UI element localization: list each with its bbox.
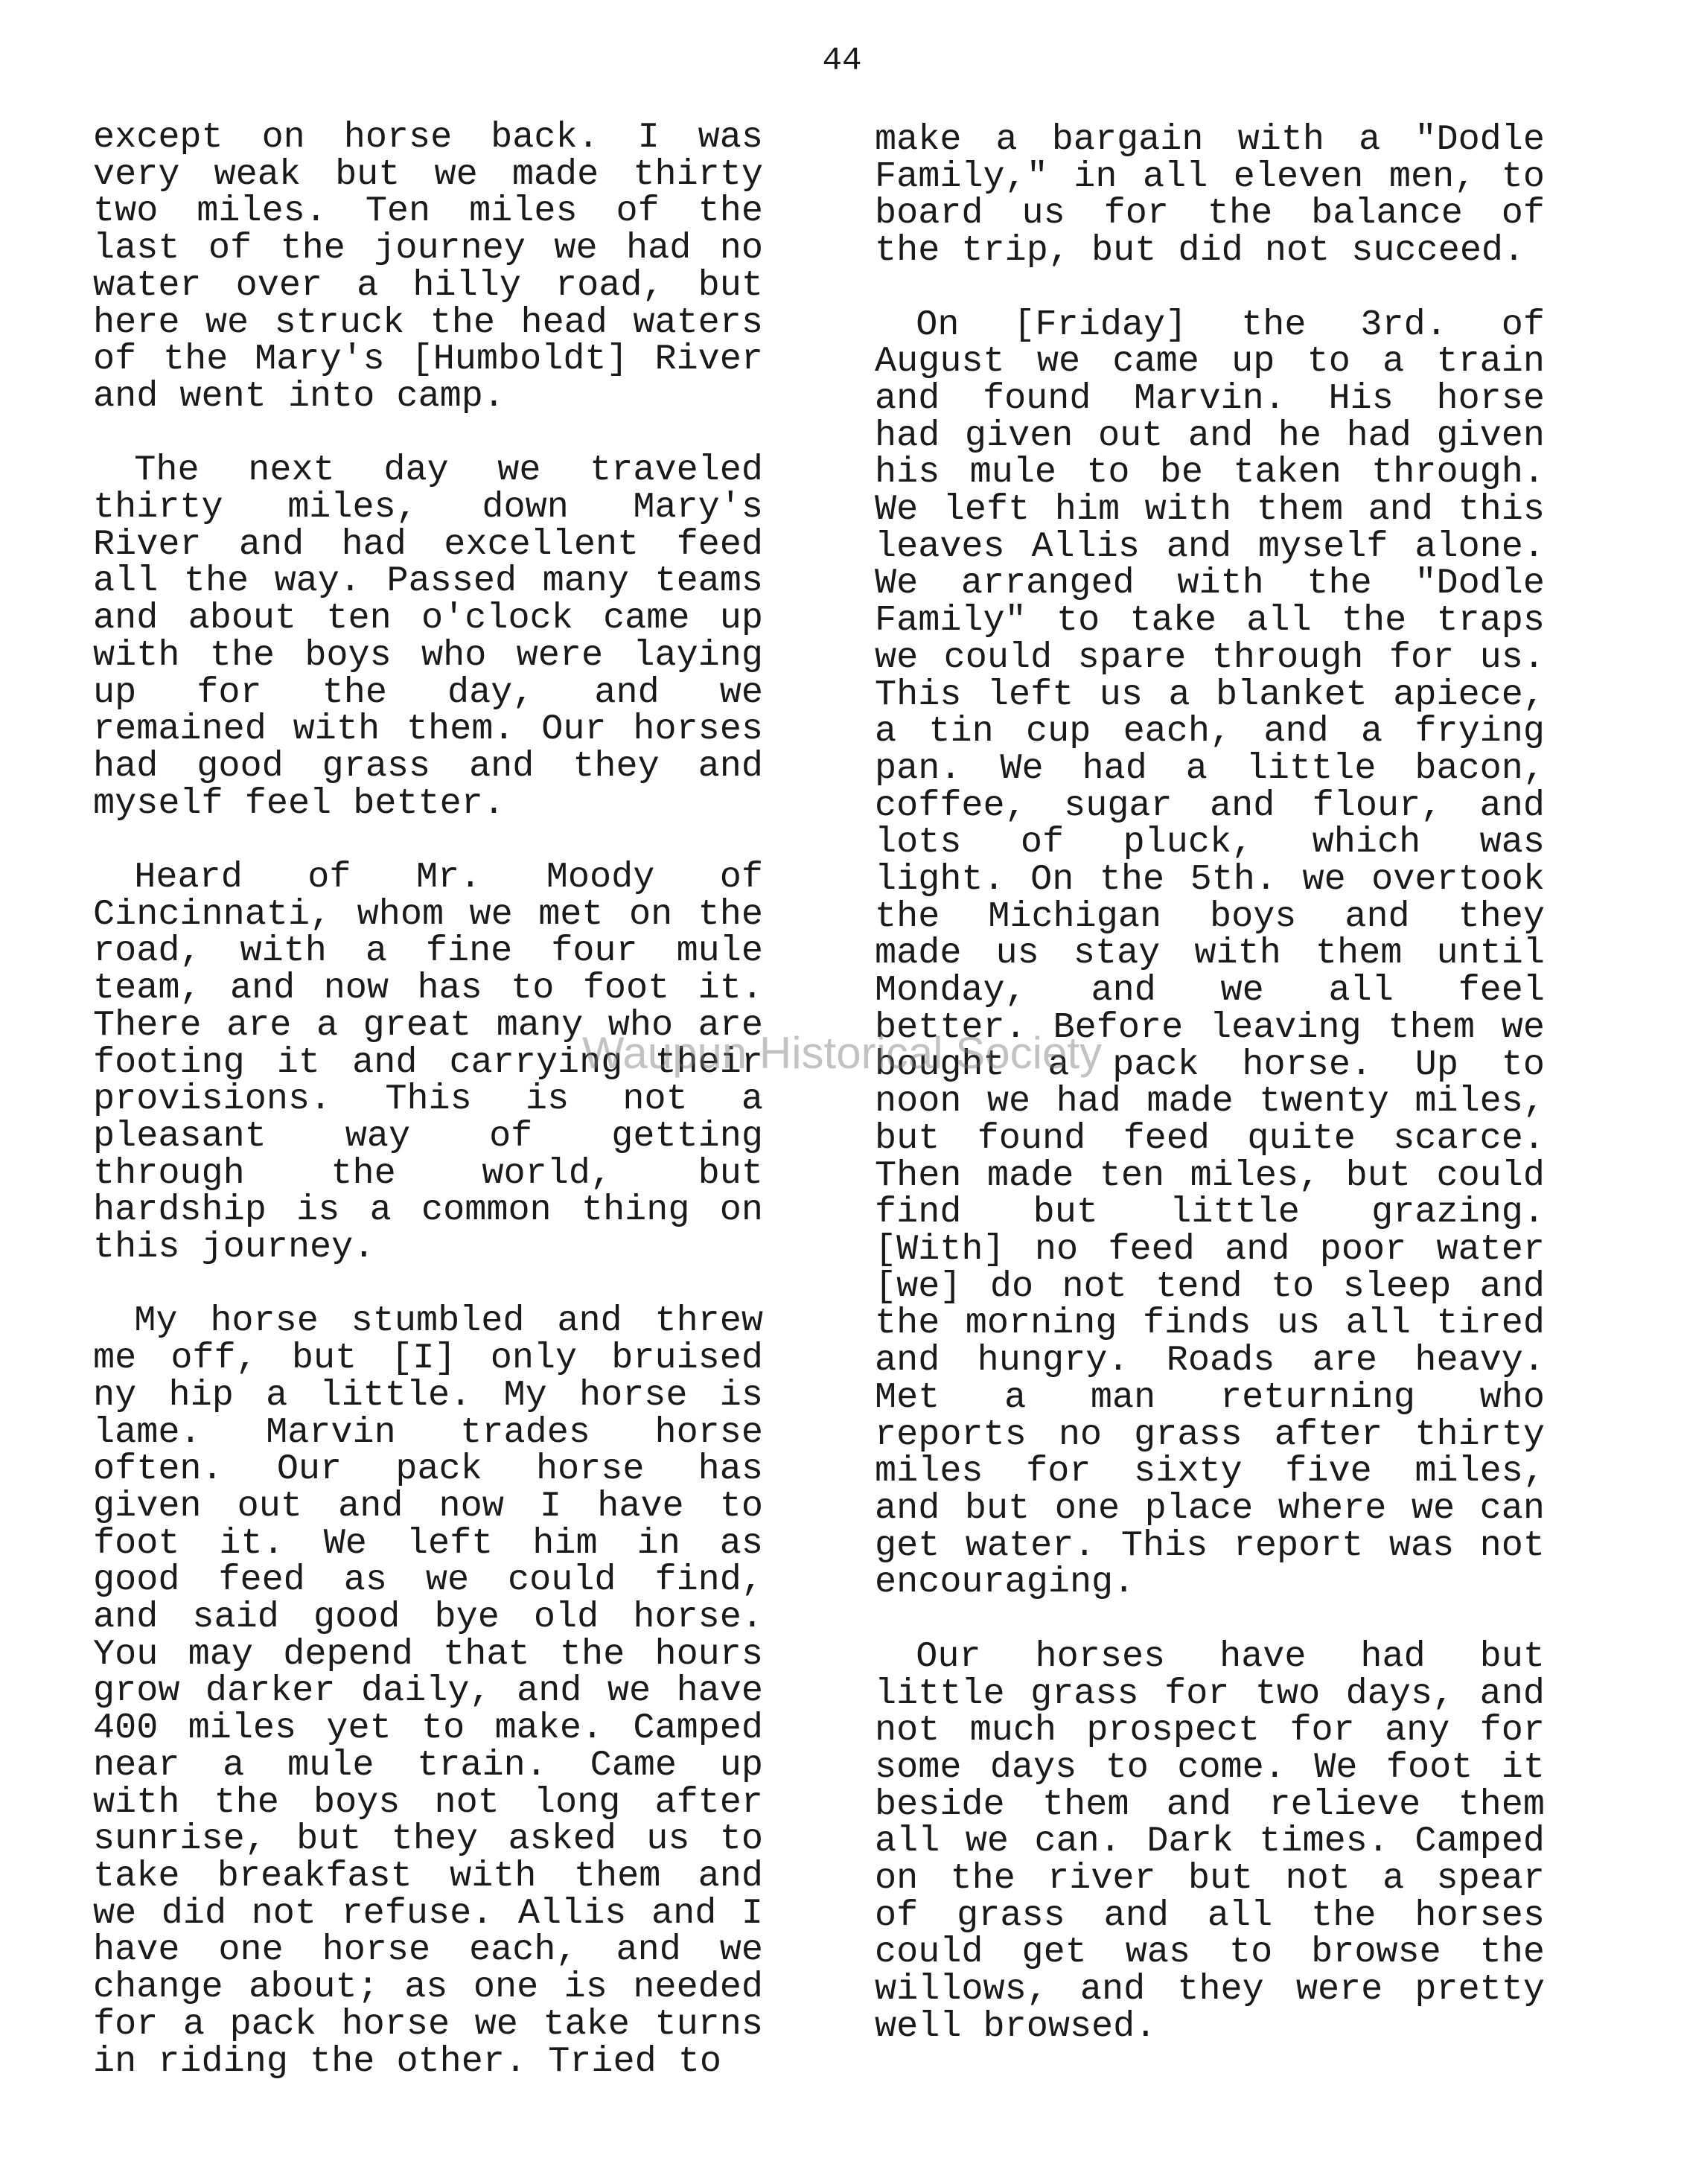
page-number: 44 (822, 42, 862, 80)
paragraph: except on horse back. I was very weak but we made thirty two miles. Ten miles of the last of the journey we had no water over a hilly road, but here we struck the head waters of the Mary's [Humboldt] River and went into camp. (93, 117, 763, 417)
paragraph: make a bargain with a "Dodle Family," in all eleven men, to board us for the balance of the trip, but did not succeed. (875, 119, 1545, 272)
paragraph: Our horses have had but little grass for two days, and not much prospect for any for some days to come. We foot it beside them and relieve them all we can. Dark times. Camped on the river but not a spear of grass and all the horses could get was to browse the willows, and they were pretty well browsed. (875, 1635, 1545, 2047)
paragraph: Heard of Mr. Moody of Cincinnati, whom we met on the road, with a fine four mule team, and now has to foot it. There are a great many who are footing it and carrying their provisions. This is not a pleasant way of getting through the world, but hardship is a common thing on this journey. (93, 857, 763, 1268)
right-column (875, 121, 1545, 2082)
paragraph: On [Friday] the 3rd. of August we came up to a train and found Marvin. His horse had given out and he had given his mule to be taken through. We left him with them and this leaves Allis and myself alone. We arranged with the "Dodle Family" to take all the traps we could spare through for us. This left us a blanket apiece, a tin cup each, and a frying pan. We had a little bacon, coffee, sugar and flour, and lots of pluck, which was light. On the 5th. we overtook the Michigan boys and they made us stay with them until Monday, and we all feel better. Before leaving them we bought a pack horse. Up to noon we had made twenty miles, but found feed quite scarce. Then made ten miles, but could find but little grazing. [With] no feed and poor water [we] do not tend to sleep and the morning finds us all tired and hungry. Roads are heavy. Met a man returning who reports no grass after thirty miles for sixty five miles, and but one place where we can get water. This report was not encouraging. (875, 304, 1545, 1603)
left-column (93, 119, 763, 2117)
watermark: Waupun Historical Society (581, 1028, 1103, 1078)
paragraph: My horse stumbled and threw me off, but [I] only bruised ny hip a little. My horse is lame. Marvin trades horse often. Our pack horse has given out and now I have to foot it. We left him in as good feed as we could find, and said good bye old horse. You may depend that the hours grow darker daily, and we have 400 miles yet to make. Camped near a mule train. Came up with the boys not long after sunrise, but they asked us to take breakfast with them and we did not refuse. Allis and I have one horse each, and we change about; as one is needed for a pack horse we take turns in riding the other. Tried to (93, 1300, 763, 2082)
paragraph: The next day we traveled thirty miles, down Mary's River and had excellent feed all the way. Passed many teams and about ten o'clock came up with the boys who were laying up for the day, and we remained with them. Our horses had good grass and they and myself feel better. (93, 450, 763, 824)
